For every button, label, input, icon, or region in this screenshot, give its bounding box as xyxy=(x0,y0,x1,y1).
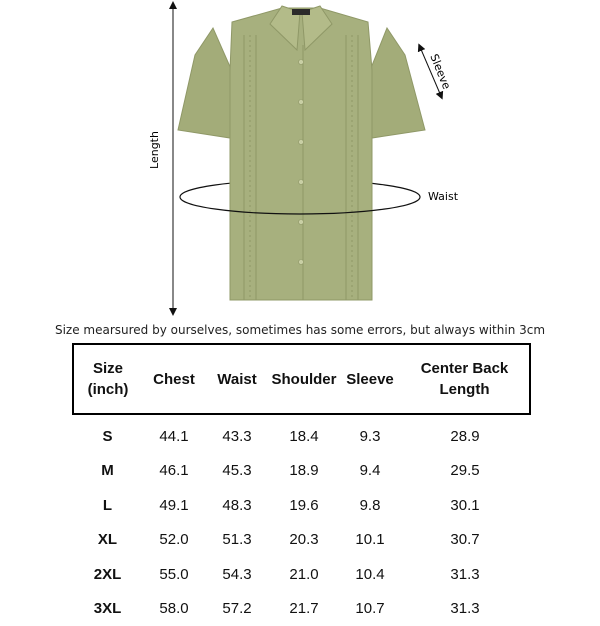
sleeve-cell: 9.4 xyxy=(340,454,400,489)
left-sleeve xyxy=(178,28,235,138)
neck-label-icon xyxy=(292,9,310,15)
size-cell: 3XL xyxy=(73,592,142,626)
shoulder-cell: 21.7 xyxy=(268,592,340,626)
header-shoulder: Shoulder xyxy=(268,344,340,414)
chest-cell: 49.1 xyxy=(142,488,206,523)
table-row xyxy=(73,557,530,592)
waist-cell: 51.3 xyxy=(206,523,268,558)
chest-cell: 44.1 xyxy=(142,414,206,454)
header-size: Size (inch) xyxy=(73,344,142,414)
chest-cell: 58.0 xyxy=(142,592,206,626)
header-center-back-length: Center Back Length xyxy=(400,344,530,414)
size-chart-table xyxy=(72,343,531,626)
table-row xyxy=(73,414,530,454)
sleeve-cell: 9.3 xyxy=(340,414,400,454)
table-row xyxy=(73,523,530,558)
size-cell: XL xyxy=(73,523,142,558)
shoulder-cell: 18.9 xyxy=(268,454,340,489)
chest-cell: 52.0 xyxy=(142,523,206,558)
waist-label: Waist xyxy=(428,190,459,203)
header-chest: Chest xyxy=(142,344,206,414)
waist-cell: 57.2 xyxy=(206,592,268,626)
table-header-row xyxy=(73,344,530,414)
size-cell: L xyxy=(73,488,142,523)
sleeve-cell: 10.4 xyxy=(340,557,400,592)
length-cell: 28.9 xyxy=(400,414,530,454)
length-cell: 31.3 xyxy=(400,592,530,626)
chest-cell: 46.1 xyxy=(142,454,206,489)
waist-cell: 45.3 xyxy=(206,454,268,489)
sleeve-cell: 10.1 xyxy=(340,523,400,558)
table-row xyxy=(73,454,530,489)
waist-cell: 48.3 xyxy=(206,488,268,523)
shoulder-cell: 18.4 xyxy=(268,414,340,454)
measurement-note: Size mearsured by ourselves, sometimes has some errors, but always within 3cm xyxy=(0,323,600,337)
table-row xyxy=(73,488,530,523)
length-cell: 31.3 xyxy=(400,557,530,592)
sleeve-cell: 9.8 xyxy=(340,488,400,523)
shoulder-cell: 20.3 xyxy=(268,523,340,558)
header-waist: Waist xyxy=(206,344,268,414)
waist-cell: 43.3 xyxy=(206,414,268,454)
size-cell: S xyxy=(73,414,142,454)
table-row xyxy=(73,592,530,626)
length-label: Length xyxy=(148,131,161,169)
right-sleeve xyxy=(367,28,425,138)
length-cell: 29.5 xyxy=(400,454,530,489)
shirt-body xyxy=(230,8,372,300)
waist-cell: 54.3 xyxy=(206,557,268,592)
chest-cell: 55.0 xyxy=(142,557,206,592)
length-cell: 30.7 xyxy=(400,523,530,558)
shoulder-cell: 21.0 xyxy=(268,557,340,592)
size-cell: M xyxy=(73,454,142,489)
shoulder-cell: 19.6 xyxy=(268,488,340,523)
size-cell: 2XL xyxy=(73,557,142,592)
sleeve-cell: 10.7 xyxy=(340,592,400,626)
length-cell: 30.1 xyxy=(400,488,530,523)
header-sleeve: Sleeve xyxy=(340,344,400,414)
sleeve-label: Sleeve xyxy=(427,52,453,91)
